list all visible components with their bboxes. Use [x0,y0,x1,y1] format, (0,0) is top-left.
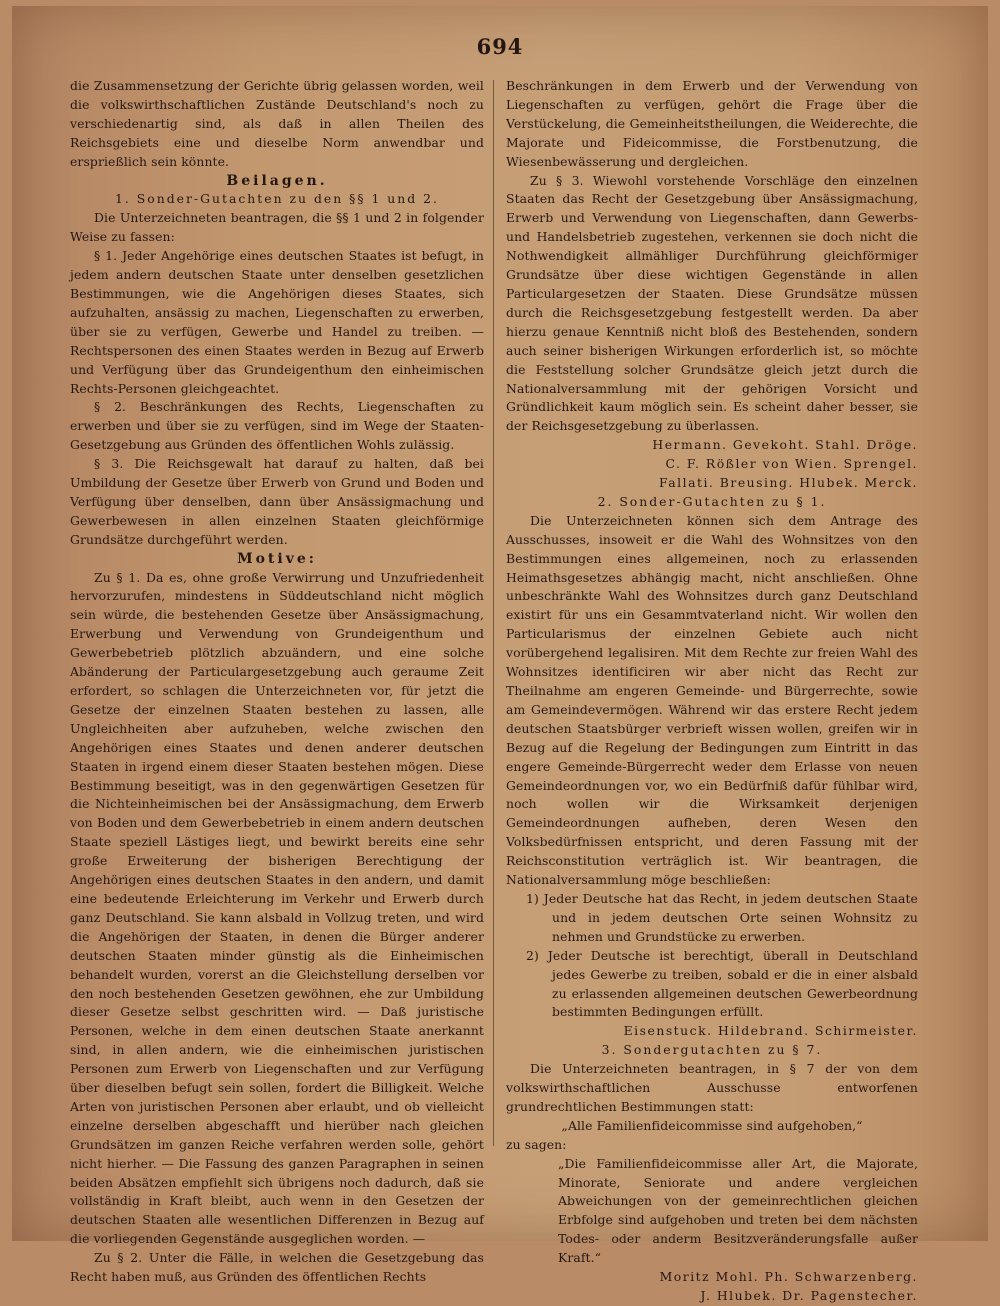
signers-1c: Fallati. Breusing. Hlubek. Merck. [659,475,918,491]
list-item: 2) Jeder Deutsche ist berechtigt, überall in Deutschland jedes Gewerbe zu treiben, sobald er die in einer alsbald zu erlassenden allgemeinen deutschen Gewerbeordnung bestimmten Bedingungen erfüllt. [526,947,918,1020]
quote-1: „Alle Familienfideicommisse sind aufgehoben,“ [561,1117,863,1133]
quote-2: „Die Familienfideicommisse aller Art, die Majorate, Minorate, Seniorate und andere vergleichen Abweichungen von der gemeinrechtlichen gleichen Erbfolge sind aufgehoben und treten bei dem nächsten Todes- oder anderm Besitzveränderungsfalle außer Kraft.“ [558,1155,918,1266]
motive-paragraph-1: Zu § 1. Da es, ohne große Verwirrung und Unzufriedenheit hervorzurufen, mindestens in Süddeutschland nicht möglich sein würde, die bestehenden Gesetze über Ansässigmachung, Erwerbung und Verwendung von Grundeigenthum und Gewerbebetrieb plötzlich abzuändern, und eine solche Abänderung der Particulargesetzgebung auch geraume Zeit erfordert, so schlagen die Unterzeichneten vor, für jetzt die Gesetze der einzelnen Staaten bestehen zu lassen, alle Ungleichheiten aber aufzuheben, welche zwischen den Angehörigen eines Staates und denen anderer deutschen Staaten in irgend einem dieser Staaten bestehen mögen. Diese Bestimmung beseitigt, was in den gegenwärtigen Gesetzen für die Nichteinheimischen bei der Ansässigmachung, dem Erwerb von Boden und dem Gewerbebetrieb in einem andern deutschen Staate speziell Lästiges liegt, und bewirkt bereits eine sehr große Erweiterung der bisherigen Berechtigung der Angehörigen eines deutschen Staates in den andern, und damit eine bedeutende Erleichterung im Verkehr und Erwerb durch ganz Deutschland. Sie kann alsbald in Vollzug treten, und wird die Angehörigen der Staaten, in denen die Bürger anderer deutschen Staaten minder günstig als die Einheimischen behandelt wurden, vorerst an die Gleichstellung derselben vor den noch bestehenden Gesetzen gewöhnen, ehe zur Umbildung dieser Gesetze selbst geschritten wird. — Daß juristische Personen, welche in dem einen deutschen Staate anerkannt sind, in allen andern, wie die einheimischen juristischen Personen zum Erwerb von Liegenschaften und zur Verfügung über dieselben befugt sein sollen, fordert die Billigkeit. Welche Arten von juristischen Personen aber erlaubt, und ob vielleicht einzelne derselben abgeschafft und hierüber nach gleichen Grundsätzen im ganzen Reiche verfahren werden solle, gehört nicht hierher. — Die Fassung des ganzen Paragraphen in seinen beiden Absätzen empfiehlt sich übrigens noch dadurch, daß sie vollständig in Kraft bleibt, auch wenn in den Gesetzen der deutschen Staaten alle wesentlichen Differenzen in Bezug auf die vorliegenden Gegenstände ausgeglichen worden. — [70,569,484,1247]
motive-heading: Motive: [237,550,317,567]
paragraph-zu-3: Zu § 3. Wiewohl vorstehende Vorschläge den einzelnen Staaten das Recht der Gesetzgebung über Ansässigmachung, Erwerb und Verwendung von Liegenschaften, dann Gewerbs- und Handelsbetrieb zugestehen, verkennen sie doch nicht die Nothwendigkeit allmähliger Durchführung gleichförmiger Grundsätze über diese wichtigen Gegenstände in allen Particulargesetzen der Staaten. Diese Grundsätze müssen durch die Reichsgesetzgebung festgestellt werden. Da aber hierzu genaue Kenntniß nicht bloß des Bestehenden, sondern auch seiner bisherigen Wirkungen erforderlich ist, so möchte die Feststellung solcher Grundsätze gleich jetzt durch die Nationalversammlung mit der gehörigen Vorsicht und Gründlichkeit kaum möglich sein. Es scheint daher besser, sie der Reichsgesetzgebung zu überlassen. [506,172,918,434]
section1-title: 1. Sonder-Gutachten zu den §§ 1 und 2. [115,191,439,207]
right-column [506,77,918,1306]
section3-title: 3. Sondergutachten zu § 7. [601,1042,823,1058]
signers-1b: C. F. Rößler von Wien. Sprengel. [665,456,918,472]
beilagen-heading: Beilagen. [226,172,328,189]
paragraph-2: § 2. Beschränkungen des Rechts, Liegenschaften zu erwerben und über sie zu verfügen, sind im Wege der Staaten-Gesetzgebung aus Gründen des öffentlichen Wohls zulässig. [70,399,484,453]
paragraph-1: § 1. Jeder Angehörige eines deutschen Staates ist befugt, in jedem andern deutschen Staate unter denselben gesetzlichen Bestimmungen, wie die Angehörigen dieses Staates, sich aufzuhalten, ansässig zu machen, Liegenschaften zu erwerben, über sie zu verfügen, Gewerbe und Handel zu treiben. — Rechtspersonen des einen Staates werden in Bezug auf Erwerb und Verfügung über das Grundeigenthum den einheimischen Rechts-Personen gleichgeachtet. [70,248,484,396]
continued-paragraph: Beschränkungen in dem Erwerb und der Verwendung von Liegenschaften zu verfügen, gehört die Frage über die Verstückelung, die Gemeinheitstheilungen, die Weiderechte, die Majorate und Fideicommisse, die Forstbenutzung, die Wiesenbewässerung und dergleichen. [506,78,918,169]
signers-3a: Moritz Mohl. Ph. Schwarzenberg. [659,1269,918,1285]
list-item: 1) Jeder Deutsche hat das Recht, in jedem deutschen Staate und in jedem deutschen Orte seinen Wohnsitz zu nehmen und Grundstücke zu erwerben. [526,890,918,944]
left-column [70,77,484,1287]
intro-paragraph: die Zusammensetzung der Gerichte übrig gelassen worden, weil die volkswirthschaftlichen Zustände Deutschland's noch zu verschiedenartig sind, als daß in allen Theilen des Reichsgebiets eine und dieselbe Norm anwendbar und ersprießlich sein könnte. [70,78,484,169]
section2-title: 2. Sonder-Gutachten zu § 1. [597,493,827,509]
signers-2: Eisenstuck. Hildebrand. Schirmeister. [623,1023,918,1039]
signers-3b: J. Hlubek. Dr. Pagenstecher. [700,1288,918,1303]
section2-paragraph: Die Unterzeichneten können sich dem Antrage des Ausschusses, insoweit er die Wahl des Wohnsitzes von den Bestimmungen eines allgemeinen, noch zu erlassenden Heimathsgesetzes abhängig macht, nicht anschließen. Ohne unbeschränkte Wahl des Wohnsitzes durch ganz Deutschland existirt für uns ein Gesammtvaterland nicht. Wir wollen den Particularismus der einzelnen Gebiete auch nicht vorübergehend legalisiren. Mit dem Rechte zur freien Wahl des Wohnsitzes identificiren wir aber nicht das Recht zur Theilnahme am engeren Gemeinde- und Bürgerrechte, sowie am Gemeindevermögen. Während wir das erstere Recht jedem deutschen Staatsbürger verbrieft wissen wollen, greifen wir in Bezug auf die Regelung der Bedingungen zum Eintritt in das engere Gemeinde-Bürgerrecht weder dem Erlasse von neuen Gemeindeordnungen vor, wo ein Bedürfniß dafür fühlbar wird, noch wollen wir die Wirksamkeit derjenigen Gemeindeordnungen aufheben, deren Wesen den Volksbedürfnissen entspricht, und deren Fassung mit der Reichsconstitution verträglich ist. Wir beantragen, die Nationalversammlung möge beschließen: [506,512,918,888]
signers-1a: Hermann. Gevekoht. Stahl. Dröge. [652,437,918,453]
section3-paragraph: Die Unterzeichneten beantragen, in § 7 der von dem volkswirthschaftlichen Ausschusse entworfenen grundrechtlichen Bestimmungen statt: [506,1061,918,1114]
column-divider [493,80,494,1146]
motive-paragraph-2: Zu § 2. Unter die Fälle, in welchen die Gesetzgebung das Recht haben muß, aus Gründen des öffentlichen Rechts [70,1250,484,1285]
paragraph-3: § 3. Die Reichsgewalt hat darauf zu halten, daß bei Umbildung der Gesetze über Erwerb von Grund und Boden und Verfügung über denselben, dann über Ansässigmachung und Gewerbewesen in allen einzelnen Staaten gleichförmige Grundsätze durchgeführt werden. [70,456,484,547]
section1-intro: Die Unterzeichneten beantragen, die §§ 1 und 2 in folgender Weise zu fassen: [70,210,484,245]
zu-sagen-label: zu sagen: [506,1136,567,1152]
page-number: 694 [476,34,524,59]
